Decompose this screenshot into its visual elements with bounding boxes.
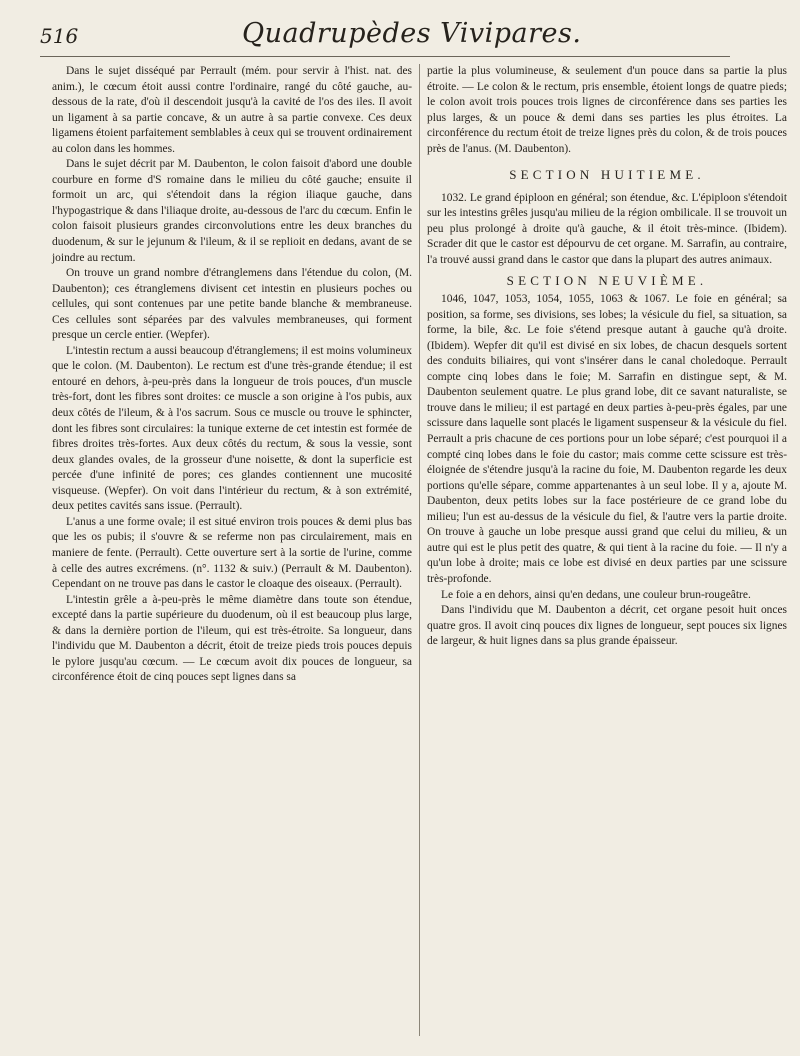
page-number: 516 xyxy=(40,24,79,48)
paragraph: On trouve un grand nombre d'étranglemens dans l'étendue du colon, (M. Daubenton); ces étranglemens divisent cet intestin en plusieurs poches ou cellules, qui sont contenues par une petite bande blanche & membraneuse. Ces cellules sont séparées par des valvules membraneuses, qui forment presque un cercle entier. (Wepfer). xyxy=(52,267,412,342)
right-column xyxy=(427,64,787,1044)
column-divider xyxy=(419,64,420,1036)
paragraph: Le foie a en dehors, ainsi qu'en dedans, une couleur brun-rougeâtre. xyxy=(441,588,751,601)
paragraph: partie la plus volumineuse, & seulement d'un pouce dans sa partie la plus étroite. — Le colon & le rectum, pris ensemble, étoient longs de quatre pieds; le colon avoit trois pouces trois lignes de circonférence dans ses parties les plus larges, & un pouce & demi dans ses parties les plus étroites. La circonférence du rectum étoit de treize lignes près du colon, & de trois pouces près de l'anus. (M. Daubenton). xyxy=(427,65,787,155)
paragraph: Dans le sujet disséqué par Perrault (mém. pour servir à l'hist. nat. des anim.), le cœcum étoit aussi contre l'ordinaire, rangé du côté gauche, au-dessous de la rate, d'où il descendoit jusqu'à la cavité de l'os des iles. Il avoit un ligament à sa partie concave, & un autre à sa partie convexe. Ces deux ligamens étoient parfaitement semblables à ceux qui se trouvent ordinairement au colon dans les hommes. xyxy=(52,65,412,155)
paragraph: 1046, 1047, 1053, 1054, 1055, 1063 & 1067. Le foie en général; sa position, sa forme, ses divisions, ses lobes; la vésicule du fiel, sa situation, sa forme, la bile, &c. Le foie s'étend presque autant à gauche qu'à droite. (Ibidem). Wepfer dit qu'il est divisé en six lobes, de chacun desquels sortent des conduits biliaires, qui vont s'insérer dans le canal choledoque. Perrault compte cinq lobes dans le foie; M. Sarrafin en distingue sept, & M. Daubenton seulement quatre. Le plus grand lobe, dit ce savant naturaliste, se trouve dans le milieu; il est partagé en deux parties à-peu-près égales, par une scissure dans laquelle sont placés le ligament suspenseur & la vésicule du fiel. Perrault a pris chacune de ces portions pour un lobe séparé; c'est pourquoi il a compté cinq lobes dans le foie du castor; mais comme cette scissure est très-éloignée de s'étendre jusqu'à la racine du foie, M. Daubenton regarde les deux portions qu'elle sépare, comme appartenantes à un seul lobe. Il y a, ajoute M. Daubenton, deux petits lobes sur la face postérieure de ce grand lobe du milieu; l'un est au-dessus de la vésicule du fiel, & l'autre vers la partie droite. On trouve à gauche un lobe presque aussi grand que celui du milieu, & un autre qui est le plus petit des quatre, & qui tient à la racine du foie. — Il n'y a qu'un lobe à droite; mais ce lobe est divisé en deux parties par une scissure très-profonde. xyxy=(427,293,787,585)
paragraph: Dans le sujet décrit par M. Daubenton, le colon faisoit d'abord une double courbure en forme d'S romaine dans le milieu du côté gauche; ensuite il formoit un arc, qui s'étendoit dans la région iliaque gauche, dans l'hypogastrique & dans l'iliaque droite, au-dessous de l'arc du cœcum. Enfin le colon faisoit plusieurs grandes circonvolutions entre les deux branches du duodenum, & sur le jejunum & l'ileum, & il se replioit en dedans, avant de se joindre au rectum. xyxy=(52,158,412,264)
section-heading: SECTION NEUVIÈME. xyxy=(506,272,708,288)
running-title: Quadrupèdes Vivipares. xyxy=(242,18,582,49)
section-heading: SECTION HUITIEME. xyxy=(509,167,705,183)
page-header xyxy=(32,18,752,52)
paragraph: L'anus a une forme ovale; il est situé environ trois pouces & demi plus bas que les os pubis; il s'ouvre & se referme non pas circulairement, mais en maniere de fente. (Perrault). Cette ouverture sert à la sortie de l'urine, comme à celle des autres excrémens. (n°. 1132 & suiv.) (Perrault & M. Daubenton). Cependant on ne trouve pas dans le castor le cloaque des oiseaux. (Perrault). xyxy=(52,515,412,591)
paragraph: 1032. Le grand épiploon en général; son étendue, &c. L'épiploon s'étendoit sur les intestins grêles jusqu'au milieu de la région ombilicale. Il se trouvoit un peu plus prolongé à droite qu'à gauche, & il étoit très-mince. (Ibidem). Scrader dit que le castor est dépourvu de cet organe. M. Sarrafin, au contraire, l'a trouvé aussi grand dans le castor que dans la plupart des autres animaux. xyxy=(427,191,787,267)
paragraph: Dans l'individu que M. Daubenton a décrit, cet organe pesoit huit onces quatre gros. Il avoit cinq pouces dix lignes de longueur, sept pouces six lignes de largeur, & huit lignes dans sa plus grande épaisseur. xyxy=(427,604,787,648)
header-rule xyxy=(40,56,730,57)
paragraph: L'intestin grêle a à-peu-près le même diamètre dans toute son étendue, excepté dans la partie supérieure du duodenum, où il est beaucoup plus large, & dans la dernière portion de l'ileum, qui est très-étroite. Sa longueur, dans l'individu que M. Daubenton a décrit, étoit de treize pieds trois pouces depuis le pylore jusqu'au cœcum. — Le cœcum avoit dix pouces de longueur, sa circonférence étoit de cinq pouces sept lignes dans sa xyxy=(52,593,412,684)
paragraph: L'intestin rectum a aussi beaucoup d'étranglemens; il est moins volumineux que le colon. (M. Daubenton). Le rectum est d'une très-grande étendue; il est entouré en dehors, à-peu-près dans la longueur de trois pouces, d'un muscle très-fort, dont les fibres sont droites: ce muscle a son origine à l'os pubis, aux deux côtés de l'ileum, & à l'os sacrum. Sous ce muscle ou trouve le sphincter, dont les fibres sont circulaires: la tunique externe de cet intestin est formée de fibres droites très-fortes. Aux deux côtés du rectum, & sous la vessie, sont deux glandes ovales, de la grosseur d'une noisette, & dont la superficie est percée d'une infinité de pores; ces glandes contiennent une mucosité visqueuse. (Wepfer). On voit dans l'intérieur du rectum, & à son extrémité, deux petites cavités sans issue. (Perrault). xyxy=(52,344,412,513)
left-column xyxy=(52,64,412,1044)
